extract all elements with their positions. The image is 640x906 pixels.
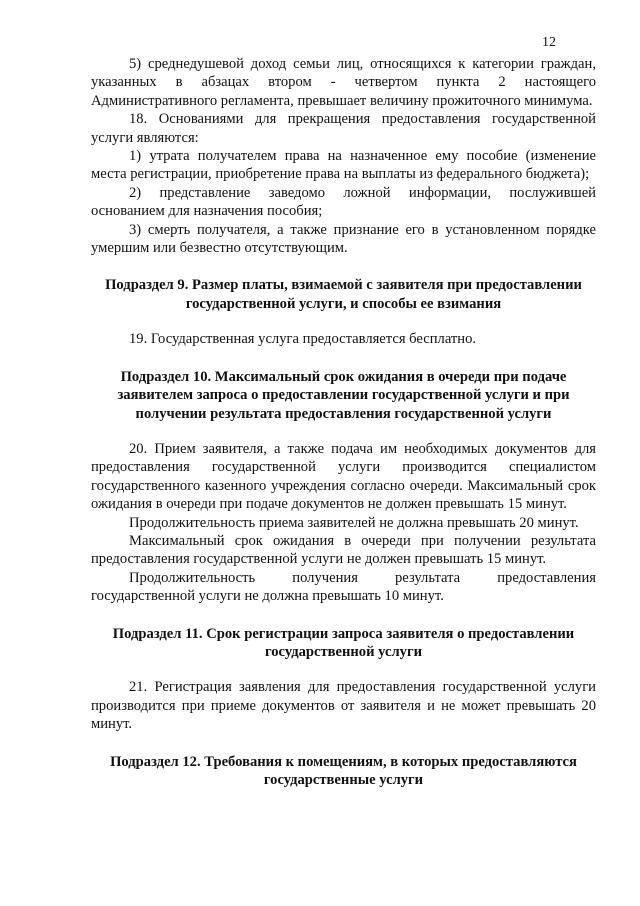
section-11-heading: Подраздел 11. Срок регистрации запроса заявителя о предоставлении государственной услуги bbox=[112, 625, 575, 660]
paragraph-reception-duration: Продолжительность приема заявителей не должна превышать 20 минут. bbox=[129, 514, 579, 531]
paragraph-item-3-death: 3) смерть получателя, а также признание его в установленном порядке умершим или безвестно отсутствующим. bbox=[91, 221, 596, 257]
page-number: 12 bbox=[542, 35, 556, 50]
paragraph-item-1-loss-of-right: 1) утрата получателем права на назначенное ему пособие (изменение места регистрации, приобретение права на выплаты из федерального бюджета); bbox=[91, 148, 596, 183]
paragraph-18-termination-grounds: 18. Основаниями для прекращения предоставления государственной услуги являются: bbox=[91, 111, 596, 146]
section-12-heading: Подраздел 12. Требования к помещениям, в которых предоставляются государственные услуги bbox=[110, 753, 577, 788]
paragraph-20-reception: 20. Прием заявителя, а также подача им необходимых документов для предоставления государственной услуги производится специалистом государственного казенного учреждения согласно очереди. Максимальный срок ожидания в очереди при подаче документов не должен превышать 15 минут. bbox=[91, 440, 596, 513]
paragraph-21-registration: 21. Регистрация заявления для предоставления государственной услуги производится при приеме документов от заявителя и не может превышать 20 минут. bbox=[91, 679, 596, 733]
paragraph-result-wait-time: Максимальный срок ожидания в очереди при получении результата предоставления государственной услуги не должен превышать 15 минут. bbox=[91, 532, 596, 568]
paragraph-item-2-false-information: 2) представление заведомо ложной информации, послужившей основанием для назначения пособия; bbox=[91, 184, 596, 220]
paragraph-19-free-service: 19. Государственная услуга предоставляется бесплатно. bbox=[129, 331, 477, 348]
section-9-heading: Подраздел 9. Размер платы, взимаемой с заявителя при предоставлении государственной услуги, и способы ее взимания bbox=[105, 277, 582, 312]
paragraph-item-5-income: 5) среднедушевой доход семьи лиц, относящихся к категории граждан, указанных в абзацах втором - четвертом пункта 2 настоящего Административного регламента, превышает величину прожиточного минимума. bbox=[91, 56, 596, 109]
paragraph-result-duration: Продолжительность получения результата предоставления государственной услуги не должна превышать 10 минут. bbox=[91, 569, 596, 605]
section-10-heading: Подраздел 10. Максимальный срок ожидания в очереди при подаче заявителем запроса о предоставлении государственной услуги и при получении результата предоставления государственной услуги bbox=[117, 368, 570, 422]
document-body bbox=[91, 55, 596, 789]
